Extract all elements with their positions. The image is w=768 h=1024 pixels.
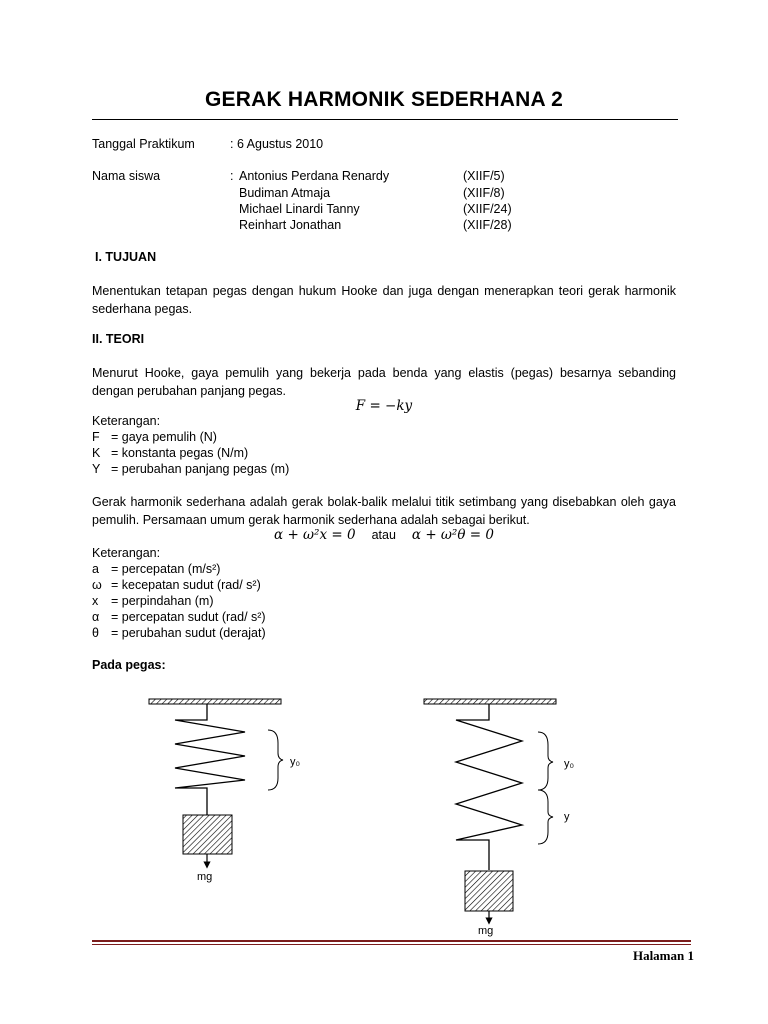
spring-diagram-left — [149, 699, 300, 883]
keterangan-symbol: K — [92, 446, 101, 460]
spring-diagram-right — [424, 699, 574, 937]
keterangan-desc: = konstanta pegas (N/m) — [111, 446, 249, 460]
page-number: Halaman 1 — [632, 948, 694, 963]
shm-formula-angular: α + ω²θ = 0 — [411, 527, 494, 543]
footer-rule-thin — [92, 944, 691, 945]
pada-pegas-label: Pada pegas: — [92, 658, 166, 672]
student-class: (XIIF/24) — [463, 202, 512, 216]
spring-coil — [175, 704, 245, 815]
keterangan-heading: Keterangan: — [92, 414, 161, 428]
spring-coil — [456, 704, 522, 870]
mass-label: mg — [478, 925, 494, 937]
keterangan-desc: = perpindahan (m) — [111, 594, 214, 608]
keterangan-desc: = percepatan (m/s²) — [111, 562, 221, 576]
student-name: Antonius Perdana Renardy — [239, 169, 390, 183]
keterangan-heading: Keterangan: — [92, 546, 161, 560]
hooke-formula: F = −ky — [355, 398, 413, 414]
section-heading-tujuan: I. TUJUAN — [95, 250, 157, 264]
keterangan-desc: = percepatan sudut (rad/ s²) — [111, 610, 266, 624]
keterangan-symbol: x — [92, 594, 99, 608]
brace-y0 — [268, 730, 283, 790]
student-class: (XIIF/5) — [463, 169, 505, 183]
tanggal-label: Tanggal Praktikum — [92, 137, 195, 151]
keterangan-desc: = perubahan panjang pegas (m) — [111, 462, 290, 476]
shm-formula-linear: α + ω²x = 0 — [274, 527, 356, 543]
brace-y — [538, 790, 553, 844]
teori-paragraph-2: Gerak harmonik sederhana adalah gerak bolak-balik melalui titik setimbang yang disebabkan oleh gaya pemulih. Persamaan umum gerak harmonik sederhana adalah sebagai berikut. — [92, 495, 676, 527]
keterangan-symbol: α — [92, 610, 100, 624]
keterangan-desc: = perubahan sudut (derajat) — [111, 626, 266, 640]
nama-colon: : — [230, 169, 234, 183]
y-label: y — [564, 811, 570, 823]
student-name: Michael Linardi Tanny — [239, 202, 360, 216]
ceiling-support — [149, 699, 281, 704]
tanggal-value: : 6 Agustus 2010 — [230, 137, 324, 151]
keterangan-symbol: ω — [92, 578, 102, 592]
section-heading-teori: II. TEORI — [92, 332, 145, 346]
tujuan-paragraph: Menentukan tetapan pegas dengan hukum Hooke dan juga dengan menerapkan teori gerak harmonik sederhana pegas. — [92, 284, 676, 316]
footer-rule — [92, 940, 691, 942]
brace-y0 — [538, 732, 553, 790]
document-title: GERAK HARMONIK SEDERHANA 2 — [205, 88, 563, 111]
student-class: (XIIF/28) — [463, 218, 512, 232]
mass-block — [465, 871, 513, 911]
ceiling-support — [424, 699, 556, 704]
student-class: (XIIF/8) — [463, 186, 505, 200]
mass-label: mg — [197, 871, 213, 883]
y0-label: y₀ — [290, 756, 301, 768]
nama-label: Nama siswa — [92, 169, 161, 183]
keterangan-symbol: θ — [92, 626, 99, 640]
student-name: Reinhart Jonathan — [239, 218, 342, 232]
student-name: Budiman Atmaja — [239, 186, 331, 200]
keterangan-desc: = gaya pemulih (N) — [111, 430, 217, 444]
teori-paragraph-1: Menurut Hooke, gaya pemulih yang bekerja pada benda yang elastis (pegas) besarnya sebanding dengan perubahan panjang pegas. — [92, 366, 676, 398]
mass-block — [183, 815, 232, 854]
y0-label: y₀ — [564, 758, 575, 770]
shm-formula-separator: atau — [371, 528, 396, 542]
keterangan-symbol: a — [92, 562, 99, 576]
keterangan-symbol: F — [92, 430, 100, 444]
keterangan-symbol: Y — [92, 462, 101, 476]
keterangan-desc: = kecepatan sudut (rad/ s²) — [111, 578, 261, 592]
